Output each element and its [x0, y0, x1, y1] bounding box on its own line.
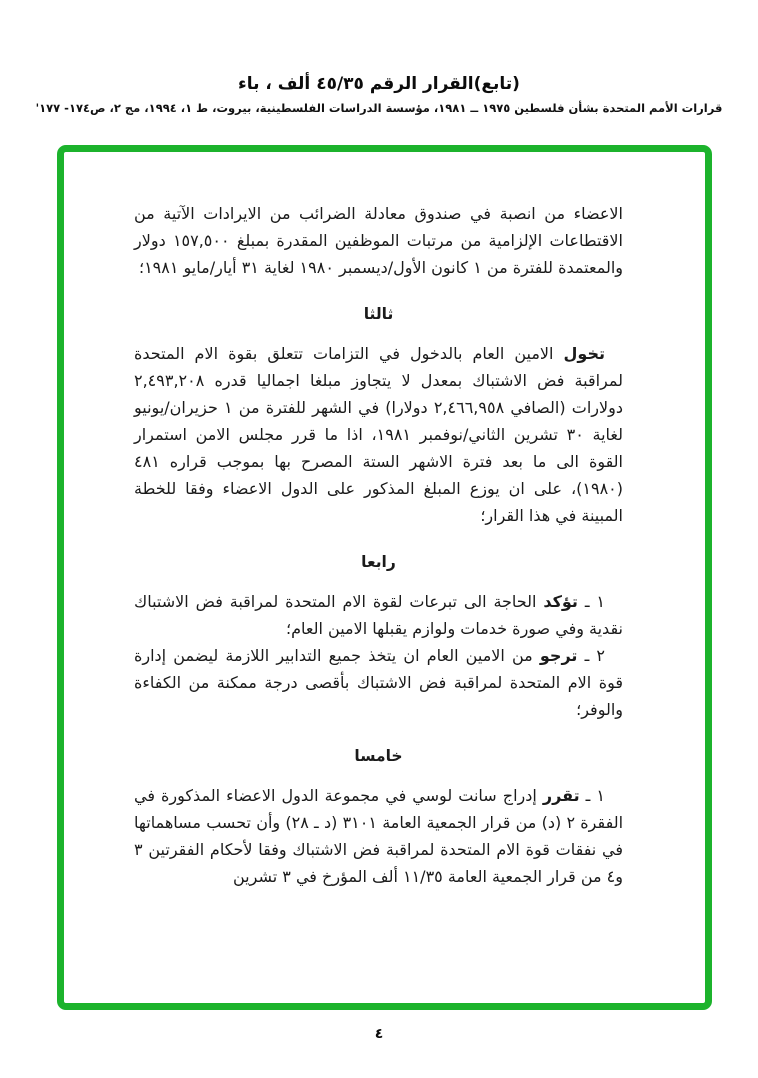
item-number: ٢ ـ: [577, 646, 606, 665]
paragraph-text: الامين العام بالدخول في التزامات تتعلق بقوة الام المتحدة لمراقبة فض الاشتباك بمعدل لا يتجاوز مبلغا اجماليا قدره ٢,٤٩٣,٢٠٨ دولارات (الصافي ٢,٤٦٦,٩٥٨ دولارا) في الشهر للفترة من ١ حزيران/يونيو لغاية ٣٠ تشرين الثاني/نوفمبر ١٩٨١، اذا ما قرر مجلس الامن استمرار القوة الى ما بعد فترة الاشهر الستة المصرح بها بموجب قراره ٤٨١ (١٩٨٠)، على ان يوزع المبلغ المذكور على الدول الاعضاء وفقا للخطة المبينة في هذا القرار؛: [134, 344, 624, 525]
source-citation: قرارات الأمم المتحدة بشأن فلسطين ١٩٧٥ ــ ١٩٨١، مؤسسة الدراسات الفلسطينية، بيروت، ط ١، ١٩٩٤، مج ٢، ص١٧٤- ١٧٧': [35, 101, 723, 115]
operative-verb: تخول: [563, 344, 605, 363]
resolution-text-block: [64, 152, 705, 890]
intro-paragraph: الاعضاء من انصبة في صندوق معادلة الضرائب من الايرادات الآتية من الاقتطاعات الإلزامية من مرتبات الموظفين المقدرة بمبلغ ١٥٧,٥٠٠ دولار والمعتمدة للفترة من ١ كانون الأول/ديسمبر ١٩٨٠ لغاية ٣١ أيار/مايو ١٩٨١؛: [134, 204, 623, 277]
resolution-title: (تابع)القرار الرقم ٤٥/٣٥ ألف ، باء: [238, 74, 520, 94]
section-heading-fourth: رابعا: [361, 553, 396, 571]
section-heading-fifth: خامسا: [354, 747, 403, 765]
section-fifth-paragraph: [134, 782, 623, 890]
paragraph-text: إدراج سانت لوسي في مجموعة الدول الاعضاء المذكورة في الفقرة ٢ (د) من قرار الجمعية العامة ٣١٠١ (د ـ ٢٨) وأن تحسب مساهماتها في نفقات قوة الام المتحدة لمراقبة فض الاشتباك وفقا لأحكام الفقرتين ٣ و٤ من قرار الجمعية العامة ١١/٣٥ ألف المؤرخ في ٣ تشرين: [134, 786, 624, 886]
section-fourth-paragraph-1: [134, 588, 623, 642]
page-header: [0, 72, 758, 116]
item-number: ١ ـ: [579, 786, 606, 805]
item-number: ١ ـ: [577, 592, 605, 611]
paragraph-text: الحاجة الى تبرعات لقوة الام المتحدة لمراقبة فض الاشتباك نقدية وفي صورة خدمات ولوازم يقبلها الامين العام؛: [134, 592, 623, 638]
page-number: ٤: [374, 1026, 384, 1042]
operative-verb: تقرر: [542, 786, 580, 805]
operative-verb: ترجو: [539, 646, 578, 665]
section-heading-third: ثالثا: [363, 305, 394, 323]
paragraph-text: من الامين العام ان يتخذ جميع التدابير اللازمة ليضمن إدارة قوة الام المتحدة لمراقبة فض الاشتباك بأقصى درجة ممكنة من الكفاءة والوفر؛: [134, 646, 623, 719]
section-third-paragraph: [134, 340, 623, 529]
operative-verb: تؤكد: [543, 592, 578, 611]
section-fourth-paragraph-2: [134, 642, 623, 723]
green-content-frame: [57, 145, 712, 1010]
